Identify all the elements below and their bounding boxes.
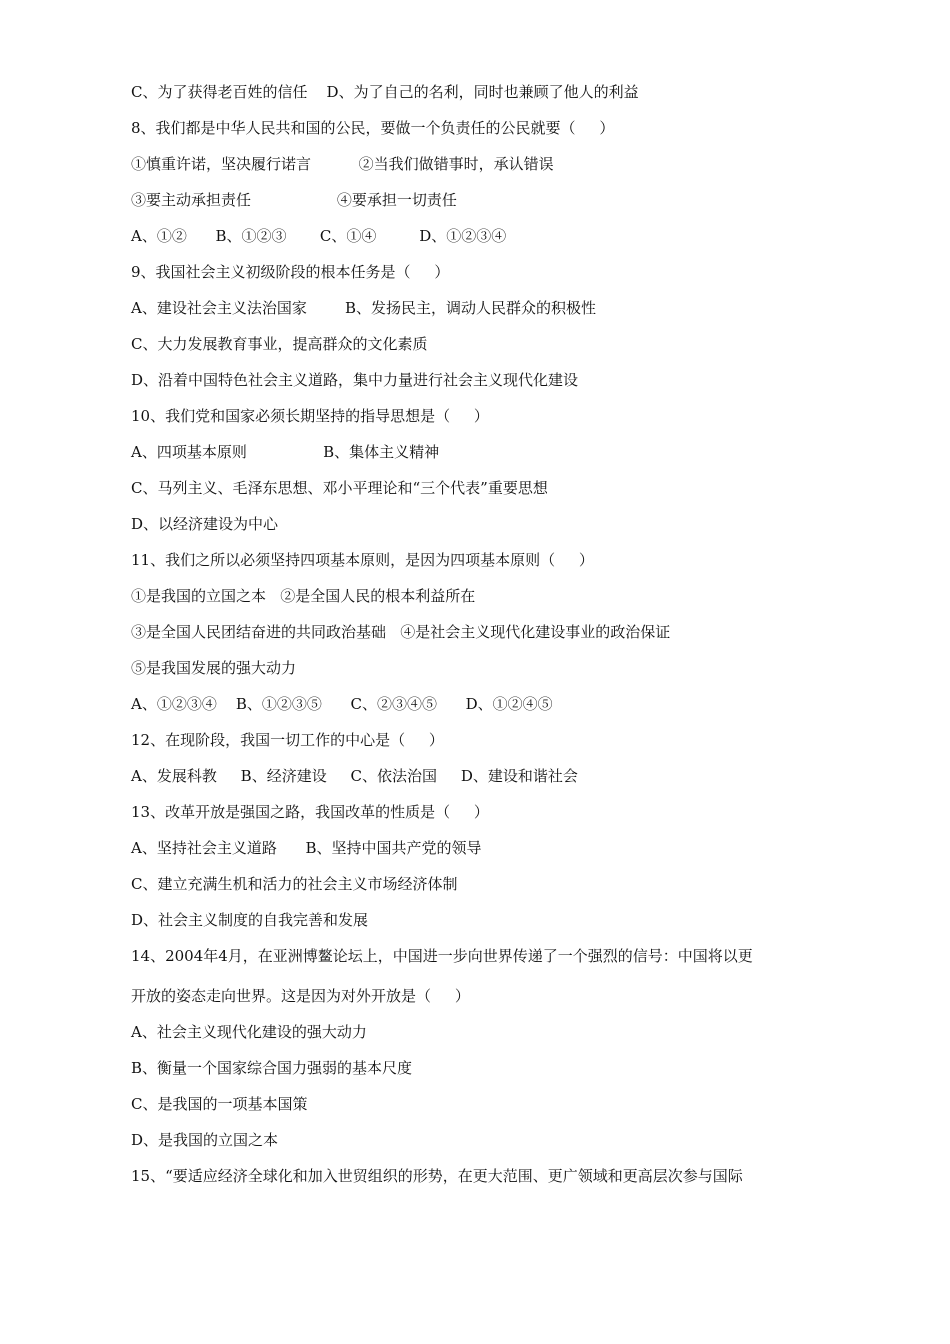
text-line: ⑤是我国发展的强大动力 xyxy=(131,659,297,677)
answer-option: C、马列主义、毛泽东思想、邓小平理论和“三个代表”重要思想 xyxy=(131,479,548,497)
text-line: C、为了获得老百姓的信任 D、为了自己的名利，同时也兼顾了他人的利益 xyxy=(131,83,639,101)
answer-option: D、以经济建设为中心 xyxy=(131,515,279,533)
question-12: 12、在现阶段，我国一切工作的中心是（ ） xyxy=(131,731,444,749)
answer-option: C、大力发展教育事业，提高群众的文化素质 xyxy=(131,335,428,353)
text-line: ③是全国人民团结奋进的共同政治基础 ④是社会主义现代化建设事业的政治保证 xyxy=(131,623,671,641)
answer-options: A、发展科教 B、经济建设 C、依法治国 D、建设和谐社会 xyxy=(131,767,578,785)
answer-options: A、四项基本原则 B、集体主义精神 xyxy=(131,443,440,461)
question-11: 11、我们之所以必须坚持四项基本原则，是因为四项基本原则（ ） xyxy=(131,551,594,569)
question-9: 9、我国社会主义初级阶段的根本任务是（ ） xyxy=(131,263,450,281)
question-13: 13、改革开放是强国之路，我国改革的性质是（ ） xyxy=(131,803,489,821)
answer-options: A、建设社会主义法治国家 B、发扬民主，调动人民群众的积极性 xyxy=(131,299,597,317)
text-line: 开放的姿态走向世界。这是因为对外开放是（ ） xyxy=(131,987,470,1005)
text-line: ①是我国的立国之本 ②是全国人民的根本利益所在 xyxy=(131,587,476,605)
answer-option: C、建立充满生机和活力的社会主义市场经济体制 xyxy=(131,875,458,893)
answer-options: A、坚持社会主义道路 B、坚持中国共产党的领导 xyxy=(131,839,482,857)
question-10: 10、我们党和国家必须长期坚持的指导思想是（ ） xyxy=(131,407,489,425)
question-14: 14、2004年4月，在亚洲博鳌论坛上，中国进一步向世界传递了一个强烈的信号：中国将以更 xyxy=(131,947,753,965)
answer-option: C、是我国的一项基本国策 xyxy=(131,1095,308,1113)
question-15: 15、“要适应经济全球化和加入世贸组织的形势，在更大范围、更广领域和更高层次参与国际 xyxy=(131,1167,743,1185)
text-line: ③要主动承担责任 ④要承担一切责任 xyxy=(131,191,457,209)
text-line: ①慎重许诺，坚决履行诺言 ②当我们做错事时，承认错误 xyxy=(131,155,554,173)
answer-option: A、社会主义现代化建设的强大动力 xyxy=(131,1023,367,1041)
answer-option: D、社会主义制度的自我完善和发展 xyxy=(131,911,369,929)
question-8: 8、我们都是中华人民共和国的公民，要做一个负责任的公民就要（ ） xyxy=(131,119,615,137)
answer-options: A、①②③④ B、①②③⑤ C、②③④⑤ D、①②④⑤ xyxy=(131,695,553,713)
answer-option: D、是我国的立国之本 xyxy=(131,1131,279,1149)
answer-option: D、沿着中国特色社会主义道路，集中力量进行社会主义现代化建设 xyxy=(131,371,579,389)
answer-options: A、①② B、①②③ C、①④ D、①②③④ xyxy=(131,227,507,245)
answer-option: B、衡量一个国家综合国力强弱的基本尺度 xyxy=(131,1059,413,1077)
